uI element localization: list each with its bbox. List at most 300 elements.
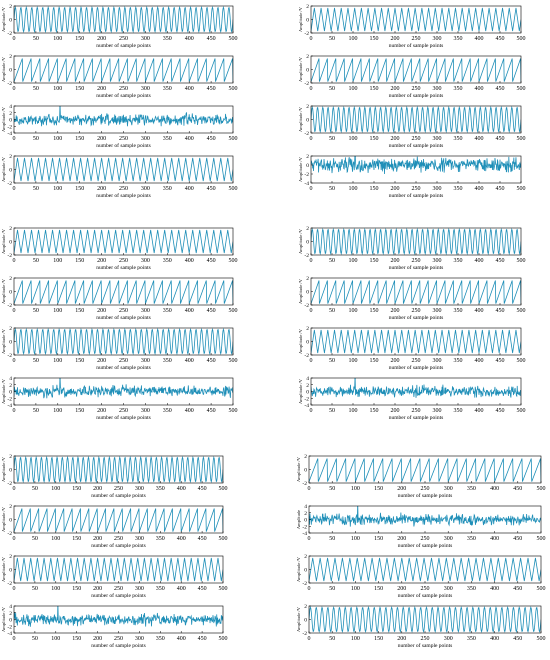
x-tick-label: 0 <box>309 308 313 314</box>
x-tick-label: 150 <box>72 586 82 592</box>
y-axis-label: Amplitude <box>296 509 301 530</box>
y-tick-label: 0 <box>304 517 307 524</box>
y-tick-label: 0 <box>9 17 12 24</box>
x-tick-label: 400 <box>474 258 484 264</box>
y-axis-label: Amplitude /V <box>298 57 303 82</box>
x-tick-label: 0 <box>307 536 311 542</box>
panel-g3-c1-p3 <box>1 554 228 599</box>
y-tick-label: 0 <box>9 467 12 474</box>
y-tick-label: -2 <box>7 124 12 131</box>
signal-line <box>311 152 521 174</box>
x-tick-label: 350 <box>453 358 463 364</box>
panel-g1-c2-p3 <box>298 104 526 149</box>
y-tick-label: 0 <box>306 239 309 246</box>
x-tick-label: 450 <box>206 358 216 364</box>
y-tick-label: 0 <box>9 167 12 174</box>
x-tick-label: 350 <box>453 86 463 92</box>
x-tick-label: 450 <box>206 86 216 92</box>
x-tick-label: 100 <box>53 308 63 314</box>
signal-line <box>14 281 233 304</box>
y-tick-label: 2 <box>304 554 307 560</box>
x-tick-label: 500 <box>218 586 228 592</box>
x-tick-label: 300 <box>140 36 150 42</box>
y-tick-label: 0 <box>9 617 12 624</box>
x-tick-label: 200 <box>390 408 400 414</box>
x-tick-label: 350 <box>466 536 476 542</box>
x-tick-label: 400 <box>184 308 194 314</box>
y-tick-label: 2 <box>9 504 12 510</box>
x-tick-label: 500 <box>516 308 526 314</box>
x-tick-label: 150 <box>72 536 82 542</box>
x-tick-label: 50 <box>329 186 335 192</box>
y-axis-label: Amplitude /V <box>1 279 6 304</box>
x-tick-label: 0 <box>12 186 16 192</box>
panel-g1-c2-p1 <box>298 4 526 49</box>
x-tick-label: 100 <box>53 258 63 264</box>
x-tick-label: 200 <box>97 186 107 192</box>
x-axis-label: number of sample points <box>96 365 151 371</box>
x-tick-label: 400 <box>490 586 500 592</box>
x-tick-label: 250 <box>119 36 128 42</box>
x-tick-label: 200 <box>397 536 407 542</box>
x-tick-label: 500 <box>228 186 238 192</box>
panel-g2-c2-p3 <box>298 326 526 371</box>
x-axis-label: number of sample points <box>96 415 151 421</box>
y-tick-label: 2 <box>9 326 12 332</box>
x-tick-label: 0 <box>12 536 16 542</box>
y-tick-label: 2 <box>306 4 309 10</box>
x-tick-label: 250 <box>119 258 128 264</box>
x-tick-label: 50 <box>32 308 39 314</box>
y-tick-label: -2 <box>7 181 12 187</box>
x-tick-label: 450 <box>197 536 207 542</box>
y-tick-label: 0 <box>306 163 309 169</box>
panel-g2-c1-p3 <box>1 326 238 371</box>
x-axis-label: number of sample points <box>96 315 151 321</box>
y-tick-label: -4 <box>7 403 12 409</box>
x-tick-label: 450 <box>206 258 216 264</box>
x-tick-label: 100 <box>53 186 63 192</box>
panel-g3-c2-p2 <box>296 503 546 549</box>
y-tick-label: 2 <box>9 382 12 389</box>
x-tick-label: 250 <box>119 136 128 142</box>
x-tick-label: 200 <box>97 36 107 42</box>
x-tick-label: 200 <box>97 358 107 364</box>
x-tick-label: 450 <box>495 358 505 364</box>
panel-g2-c2-p2 <box>298 276 526 321</box>
x-tick-label: 450 <box>197 636 207 642</box>
x-tick-label: 150 <box>369 86 379 92</box>
x-tick-label: 300 <box>140 408 150 414</box>
y-axis-label: Amplitude /V <box>298 157 303 182</box>
panel-g3-c2-p4 <box>296 604 546 649</box>
y-axis-label: Amplitude /V <box>296 607 301 632</box>
y-tick-label: 2 <box>306 154 309 160</box>
panel-g2-c1-p4 <box>1 375 238 421</box>
x-axis-label: number of sample points <box>397 493 453 499</box>
y-tick-label: -2 <box>7 353 12 359</box>
x-axis-label: number of sample points <box>96 265 151 271</box>
x-tick-label: 0 <box>12 308 16 314</box>
y-tick-label: -4 <box>304 403 309 409</box>
x-tick-label: 50 <box>31 586 38 592</box>
y-tick-label: -2 <box>7 581 12 587</box>
x-tick-label: 500 <box>516 258 526 264</box>
x-tick-label: 100 <box>53 408 63 414</box>
y-tick-label: 2 <box>306 276 309 282</box>
x-tick-label: 250 <box>119 186 128 192</box>
x-tick-label: 350 <box>162 86 172 92</box>
y-tick-label: 2 <box>9 276 12 282</box>
x-tick-label: 200 <box>390 86 400 92</box>
y-tick-label: 2 <box>304 510 307 517</box>
y-tick-label: 0 <box>9 239 12 246</box>
x-tick-label: 200 <box>97 136 107 142</box>
y-axis-label: Amplitude /V <box>298 7 303 32</box>
x-tick-label: 500 <box>516 186 526 192</box>
x-tick-label: 200 <box>93 636 103 642</box>
y-tick-label: 2 <box>9 54 12 60</box>
x-tick-label: 50 <box>32 358 39 364</box>
y-tick-label: 0 <box>306 339 309 346</box>
x-tick-label: 200 <box>390 186 400 192</box>
x-tick-label: 150 <box>75 408 85 414</box>
x-axis-label: number of sample points <box>388 143 444 149</box>
y-tick-label: 2 <box>306 382 309 389</box>
x-tick-label: 250 <box>114 586 123 592</box>
x-tick-label: 400 <box>184 186 194 192</box>
y-axis-label: Amplitude /V <box>1 557 6 582</box>
x-tick-label: 150 <box>374 586 384 592</box>
signal-line <box>309 558 541 581</box>
y-tick-label: 2 <box>306 104 309 110</box>
y-tick-label: 0 <box>9 67 12 74</box>
panel-g2-c2-p1 <box>298 226 526 271</box>
y-tick-label: 0 <box>9 117 12 124</box>
x-tick-label: 200 <box>397 636 407 642</box>
x-tick-label: 450 <box>513 486 523 492</box>
x-tick-label: 300 <box>140 86 150 92</box>
x-tick-label: 450 <box>206 136 216 142</box>
signal-line <box>309 459 541 482</box>
x-tick-label: 50 <box>329 536 336 542</box>
x-tick-label: 0 <box>12 86 16 92</box>
x-tick-label: 450 <box>513 636 523 642</box>
x-tick-label: 250 <box>420 636 430 642</box>
x-tick-label: 350 <box>155 636 165 642</box>
panel-g2-c1-p1 <box>1 226 238 271</box>
x-tick-label: 150 <box>374 536 384 542</box>
y-tick-label: 0 <box>9 339 12 346</box>
x-tick-label: 500 <box>228 36 238 42</box>
x-tick-label: 250 <box>411 136 421 142</box>
x-axis-label: number of sample points <box>388 265 444 271</box>
x-tick-label: 150 <box>75 86 85 92</box>
x-tick-label: 200 <box>390 136 400 142</box>
signal-line <box>14 7 233 31</box>
signal-line <box>311 281 521 304</box>
x-tick-label: 100 <box>350 586 360 592</box>
x-axis-label: number of sample points <box>91 543 146 549</box>
x-tick-label: 300 <box>443 486 453 492</box>
y-tick-label: 4 <box>9 376 12 382</box>
x-tick-label: 400 <box>474 186 484 192</box>
x-tick-label: 400 <box>490 536 500 542</box>
x-tick-label: 300 <box>432 136 442 142</box>
y-tick-label: -4 <box>304 181 309 187</box>
x-tick-label: 50 <box>329 408 335 414</box>
y-tick-label: 4 <box>304 504 307 510</box>
x-tick-label: 200 <box>93 536 103 542</box>
x-tick-label: 400 <box>184 358 194 364</box>
x-tick-label: 450 <box>495 36 505 42</box>
x-axis-label: number of sample points <box>388 43 444 49</box>
x-tick-label: 150 <box>72 636 82 642</box>
x-tick-label: 350 <box>453 408 463 414</box>
x-axis-label: number of sample points <box>96 143 151 149</box>
x-tick-label: 0 <box>12 486 16 492</box>
x-tick-label: 250 <box>411 186 421 192</box>
x-tick-label: 0 <box>12 136 16 142</box>
x-axis-label: number of sample points <box>96 43 151 49</box>
x-tick-label: 300 <box>134 536 144 542</box>
x-tick-label: 200 <box>97 86 107 92</box>
x-tick-label: 50 <box>32 186 39 192</box>
signal-line <box>14 59 233 82</box>
x-tick-label: 100 <box>348 308 358 314</box>
x-tick-label: 0 <box>307 636 311 642</box>
y-tick-label: 2 <box>306 326 309 332</box>
x-axis-label: number of sample points <box>388 365 444 371</box>
signal-line <box>14 509 223 532</box>
x-tick-label: 0 <box>12 636 16 642</box>
x-tick-label: 250 <box>119 308 128 314</box>
x-tick-label: 350 <box>162 358 172 364</box>
x-tick-label: 250 <box>420 486 430 492</box>
x-tick-label: 400 <box>474 408 484 414</box>
y-axis-label: Amplitude /V <box>296 457 301 482</box>
y-tick-label: -2 <box>304 396 309 403</box>
x-tick-label: 200 <box>93 586 103 592</box>
y-tick-label: -4 <box>7 131 12 137</box>
x-tick-label: 350 <box>453 186 463 192</box>
y-tick-label: -2 <box>302 524 307 531</box>
x-tick-label: 50 <box>32 136 39 142</box>
x-tick-label: 200 <box>97 308 107 314</box>
x-tick-label: 350 <box>453 258 463 264</box>
x-tick-label: 200 <box>97 258 107 264</box>
x-tick-label: 300 <box>443 636 453 642</box>
y-axis-label: Amplitude /V <box>298 379 303 404</box>
x-axis-label: number of sample points <box>388 193 444 199</box>
x-tick-label: 300 <box>432 258 442 264</box>
y-tick-label: -2 <box>7 253 12 259</box>
x-tick-label: 50 <box>31 636 38 642</box>
panel-g1-c2-p4 <box>298 152 526 200</box>
y-tick-label: 2 <box>9 554 12 560</box>
x-tick-label: 50 <box>329 258 335 264</box>
x-tick-label: 300 <box>432 186 442 192</box>
x-tick-label: 150 <box>369 186 379 192</box>
signal-line <box>311 107 521 131</box>
x-tick-label: 300 <box>140 258 150 264</box>
x-tick-label: 0 <box>12 36 16 42</box>
x-tick-label: 500 <box>228 308 238 314</box>
y-axis-label: Amplitude /V <box>298 329 303 354</box>
x-tick-label: 0 <box>307 486 311 492</box>
x-tick-label: 350 <box>162 258 172 264</box>
x-tick-label: 400 <box>490 486 500 492</box>
y-tick-label: 2 <box>306 226 309 232</box>
y-axis-label: Amplitude /V <box>298 229 303 254</box>
x-tick-label: 50 <box>329 86 335 92</box>
signal-line <box>14 558 223 581</box>
y-tick-label: 0 <box>9 389 12 396</box>
x-axis-label: number of sample points <box>91 493 146 499</box>
x-tick-label: 100 <box>348 186 358 192</box>
panel-g2-c1-p2 <box>1 276 238 321</box>
x-tick-label: 0 <box>309 186 313 192</box>
x-tick-label: 0 <box>309 36 313 42</box>
x-tick-label: 450 <box>495 408 505 414</box>
x-tick-label: 450 <box>197 586 207 592</box>
x-tick-label: 50 <box>329 586 336 592</box>
x-tick-label: 100 <box>53 358 63 364</box>
y-tick-label: -2 <box>7 303 12 309</box>
x-tick-label: 500 <box>228 358 238 364</box>
x-tick-label: 150 <box>374 486 384 492</box>
x-tick-label: 400 <box>184 36 194 42</box>
y-tick-label: 2 <box>306 54 309 60</box>
x-tick-label: 0 <box>12 258 16 264</box>
x-tick-label: 350 <box>162 408 172 414</box>
x-tick-label: 150 <box>75 36 85 42</box>
panel-g1-c1-p2 <box>1 54 238 99</box>
x-tick-label: 300 <box>140 136 150 142</box>
x-tick-label: 250 <box>411 36 421 42</box>
x-tick-label: 100 <box>51 586 61 592</box>
x-tick-label: 300 <box>432 86 442 92</box>
x-tick-label: 500 <box>536 486 546 492</box>
x-tick-label: 50 <box>329 136 335 142</box>
y-tick-label: -2 <box>304 303 309 309</box>
x-tick-label: 50 <box>329 36 335 42</box>
x-tick-label: 400 <box>176 486 186 492</box>
y-tick-label: -2 <box>304 131 309 137</box>
x-tick-label: 250 <box>114 536 123 542</box>
y-tick-label: 0 <box>306 289 309 296</box>
y-tick-label: -2 <box>7 396 12 403</box>
x-tick-label: 100 <box>53 36 63 42</box>
x-tick-label: 50 <box>32 86 39 92</box>
y-tick-label: -2 <box>304 253 309 259</box>
x-tick-label: 500 <box>228 86 238 92</box>
x-tick-label: 100 <box>53 136 63 142</box>
x-tick-label: 0 <box>309 408 313 414</box>
x-tick-label: 350 <box>155 536 165 542</box>
signal-line <box>309 607 541 631</box>
x-tick-label: 300 <box>432 408 442 414</box>
x-tick-label: 300 <box>140 358 150 364</box>
x-tick-label: 450 <box>495 136 505 142</box>
y-tick-label: -2 <box>7 624 12 631</box>
x-axis-label: number of sample points <box>397 543 453 549</box>
x-tick-label: 350 <box>155 486 165 492</box>
x-tick-label: 350 <box>453 136 463 142</box>
x-tick-label: 250 <box>411 258 421 264</box>
signal-line <box>14 329 233 353</box>
y-tick-label: 0 <box>306 117 309 124</box>
x-tick-label: 450 <box>513 586 523 592</box>
signal-line <box>311 229 521 253</box>
signal-line <box>14 230 233 253</box>
x-tick-label: 100 <box>51 536 61 542</box>
panel-g2-c2-p4 <box>298 375 526 421</box>
x-tick-label: 50 <box>32 36 39 42</box>
x-tick-label: 400 <box>184 136 194 142</box>
y-axis-label: Amplitude /V <box>1 107 6 132</box>
panel-g3-c1-p2 <box>1 504 228 549</box>
y-tick-label: 0 <box>9 517 12 524</box>
x-tick-label: 500 <box>218 486 228 492</box>
x-tick-label: 400 <box>474 358 484 364</box>
panel-g3-c1-p1 <box>1 454 228 499</box>
x-tick-label: 450 <box>206 408 216 414</box>
panel-g3-c2-p3 <box>296 554 546 599</box>
x-tick-label: 400 <box>474 86 484 92</box>
x-tick-label: 50 <box>329 486 336 492</box>
y-tick-label: 0 <box>306 67 309 74</box>
x-tick-label: 350 <box>155 586 165 592</box>
x-tick-label: 50 <box>329 636 336 642</box>
x-tick-label: 100 <box>350 536 360 542</box>
y-tick-label: 0 <box>306 389 309 396</box>
y-tick-label: -2 <box>304 31 309 37</box>
x-tick-label: 450 <box>495 308 505 314</box>
x-tick-label: 450 <box>513 536 523 542</box>
x-tick-label: 200 <box>390 308 400 314</box>
y-tick-label: 2 <box>9 454 12 460</box>
x-tick-label: 300 <box>432 358 442 364</box>
x-tick-label: 150 <box>369 358 379 364</box>
x-tick-label: 400 <box>184 408 194 414</box>
x-tick-label: 100 <box>348 258 358 264</box>
y-axis-label: Amplitude /V <box>1 507 6 532</box>
y-tick-label: 4 <box>306 376 309 382</box>
x-tick-label: 350 <box>453 308 463 314</box>
panel-g1-c1-p1 <box>1 4 238 49</box>
y-tick-label: -2 <box>7 81 12 87</box>
y-tick-label: -2 <box>304 172 309 178</box>
y-tick-label: -4 <box>7 631 12 637</box>
y-tick-label: -2 <box>304 81 309 87</box>
x-tick-label: 150 <box>369 136 379 142</box>
x-tick-label: 250 <box>411 86 421 92</box>
x-tick-label: 350 <box>162 36 172 42</box>
x-tick-label: 150 <box>369 258 379 264</box>
y-tick-label: -2 <box>7 31 12 37</box>
y-axis-label: Amplitude /V <box>1 229 6 254</box>
x-tick-label: 400 <box>474 308 484 314</box>
x-tick-label: 150 <box>75 136 85 142</box>
y-axis-label: Amplitude /V <box>296 557 301 582</box>
x-tick-label: 300 <box>134 486 144 492</box>
x-tick-label: 450 <box>495 186 505 192</box>
x-tick-label: 500 <box>516 358 526 364</box>
x-tick-label: 0 <box>12 408 16 414</box>
y-tick-label: 2 <box>9 4 12 10</box>
x-axis-label: number of sample points <box>91 643 146 649</box>
